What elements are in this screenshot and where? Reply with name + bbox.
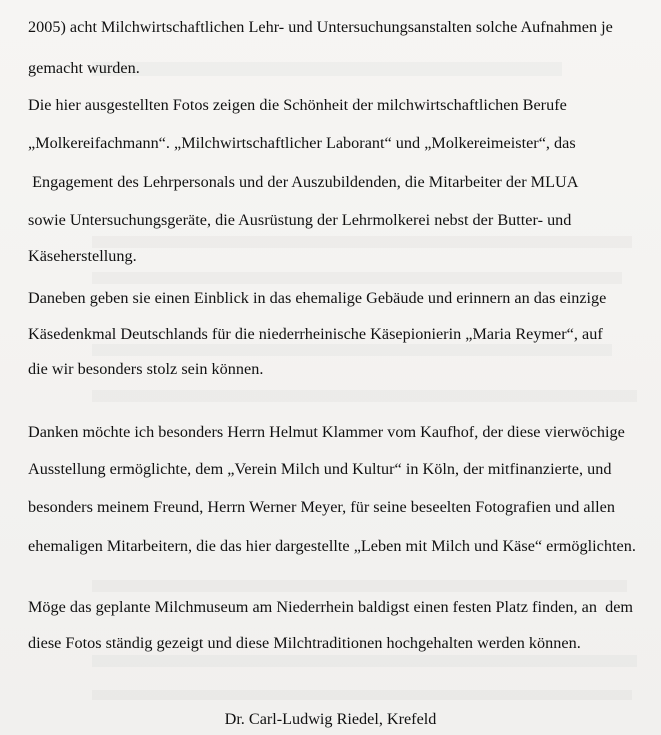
text-line-4: „Molkereifachmann“. „Milchwirtschaftlicher Laborant“ und „Molkereimeister“, das bbox=[28, 134, 576, 152]
text-line-9: Käsedenkmal Deutschlands für die niederrheinische Käsepionierin „Maria Reymer“, auf bbox=[28, 325, 603, 343]
show-through-line bbox=[92, 580, 627, 592]
show-through-line bbox=[92, 236, 632, 248]
show-through-line bbox=[92, 390, 637, 402]
text-line-10: die wir besonders stolz sein können. bbox=[28, 360, 264, 378]
text-line-3: Die hier ausgestellten Fotos zeigen die Schönheit der milchwirtschaftlichen Berufe bbox=[28, 96, 567, 114]
text-line-5: Engagement des Lehrpersonals und der Auszubildenden, die Mitarbeiter der MLUA bbox=[28, 173, 579, 191]
show-through-line bbox=[92, 690, 632, 700]
text-line-16: diese Fotos ständig gezeigt und diese Milchtraditionen hochgehalten werden können. bbox=[28, 634, 581, 652]
text-line-7: Käseherstellung. bbox=[28, 247, 137, 265]
signature-line: Dr. Carl-Ludwig Riedel, Krefeld bbox=[224, 710, 437, 728]
show-through-line bbox=[92, 272, 622, 284]
text-line-12: Ausstellung ermöglichte, dem „Verein Milch und Kultur“ in Köln, der mitfinanzierte, und bbox=[28, 460, 612, 478]
show-through-line bbox=[92, 344, 612, 356]
text-line-2: gemacht wurden. bbox=[28, 59, 140, 77]
text-line-6: sowie Untersuchungsgeräte, die Ausrüstung der Lehrmolkerei nebst der Butter- und bbox=[28, 211, 572, 229]
text-line-15: Möge das geplante Milchmuseum am Niederrhein baldigst einen festen Platz finden, an dem bbox=[28, 598, 634, 616]
text-line-11: Danken möchte ich besonders Herrn Helmut Klammer vom Kaufhof, der diese vierwöchige bbox=[28, 423, 625, 441]
show-through-line bbox=[92, 655, 637, 667]
text-line-1: 2005) acht Milchwirtschaftlichen Lehr- und Untersuchungsanstalten solche Aufnahmen je bbox=[28, 18, 613, 36]
text-line-8: Daneben geben sie einen Einblick in das ehemalige Gebäude und erinnern an das einzige bbox=[28, 289, 607, 307]
text-line-13: besonders meinem Freund, Herrn Werner Meyer, für seine beseelten Fotografien und allen bbox=[28, 498, 615, 516]
text-line-14: ehemaligen Mitarbeitern, die das hier dargestellte „Leben mit Milch und Käse“ ermöglichten. bbox=[28, 537, 636, 555]
show-through-heading bbox=[92, 62, 562, 76]
